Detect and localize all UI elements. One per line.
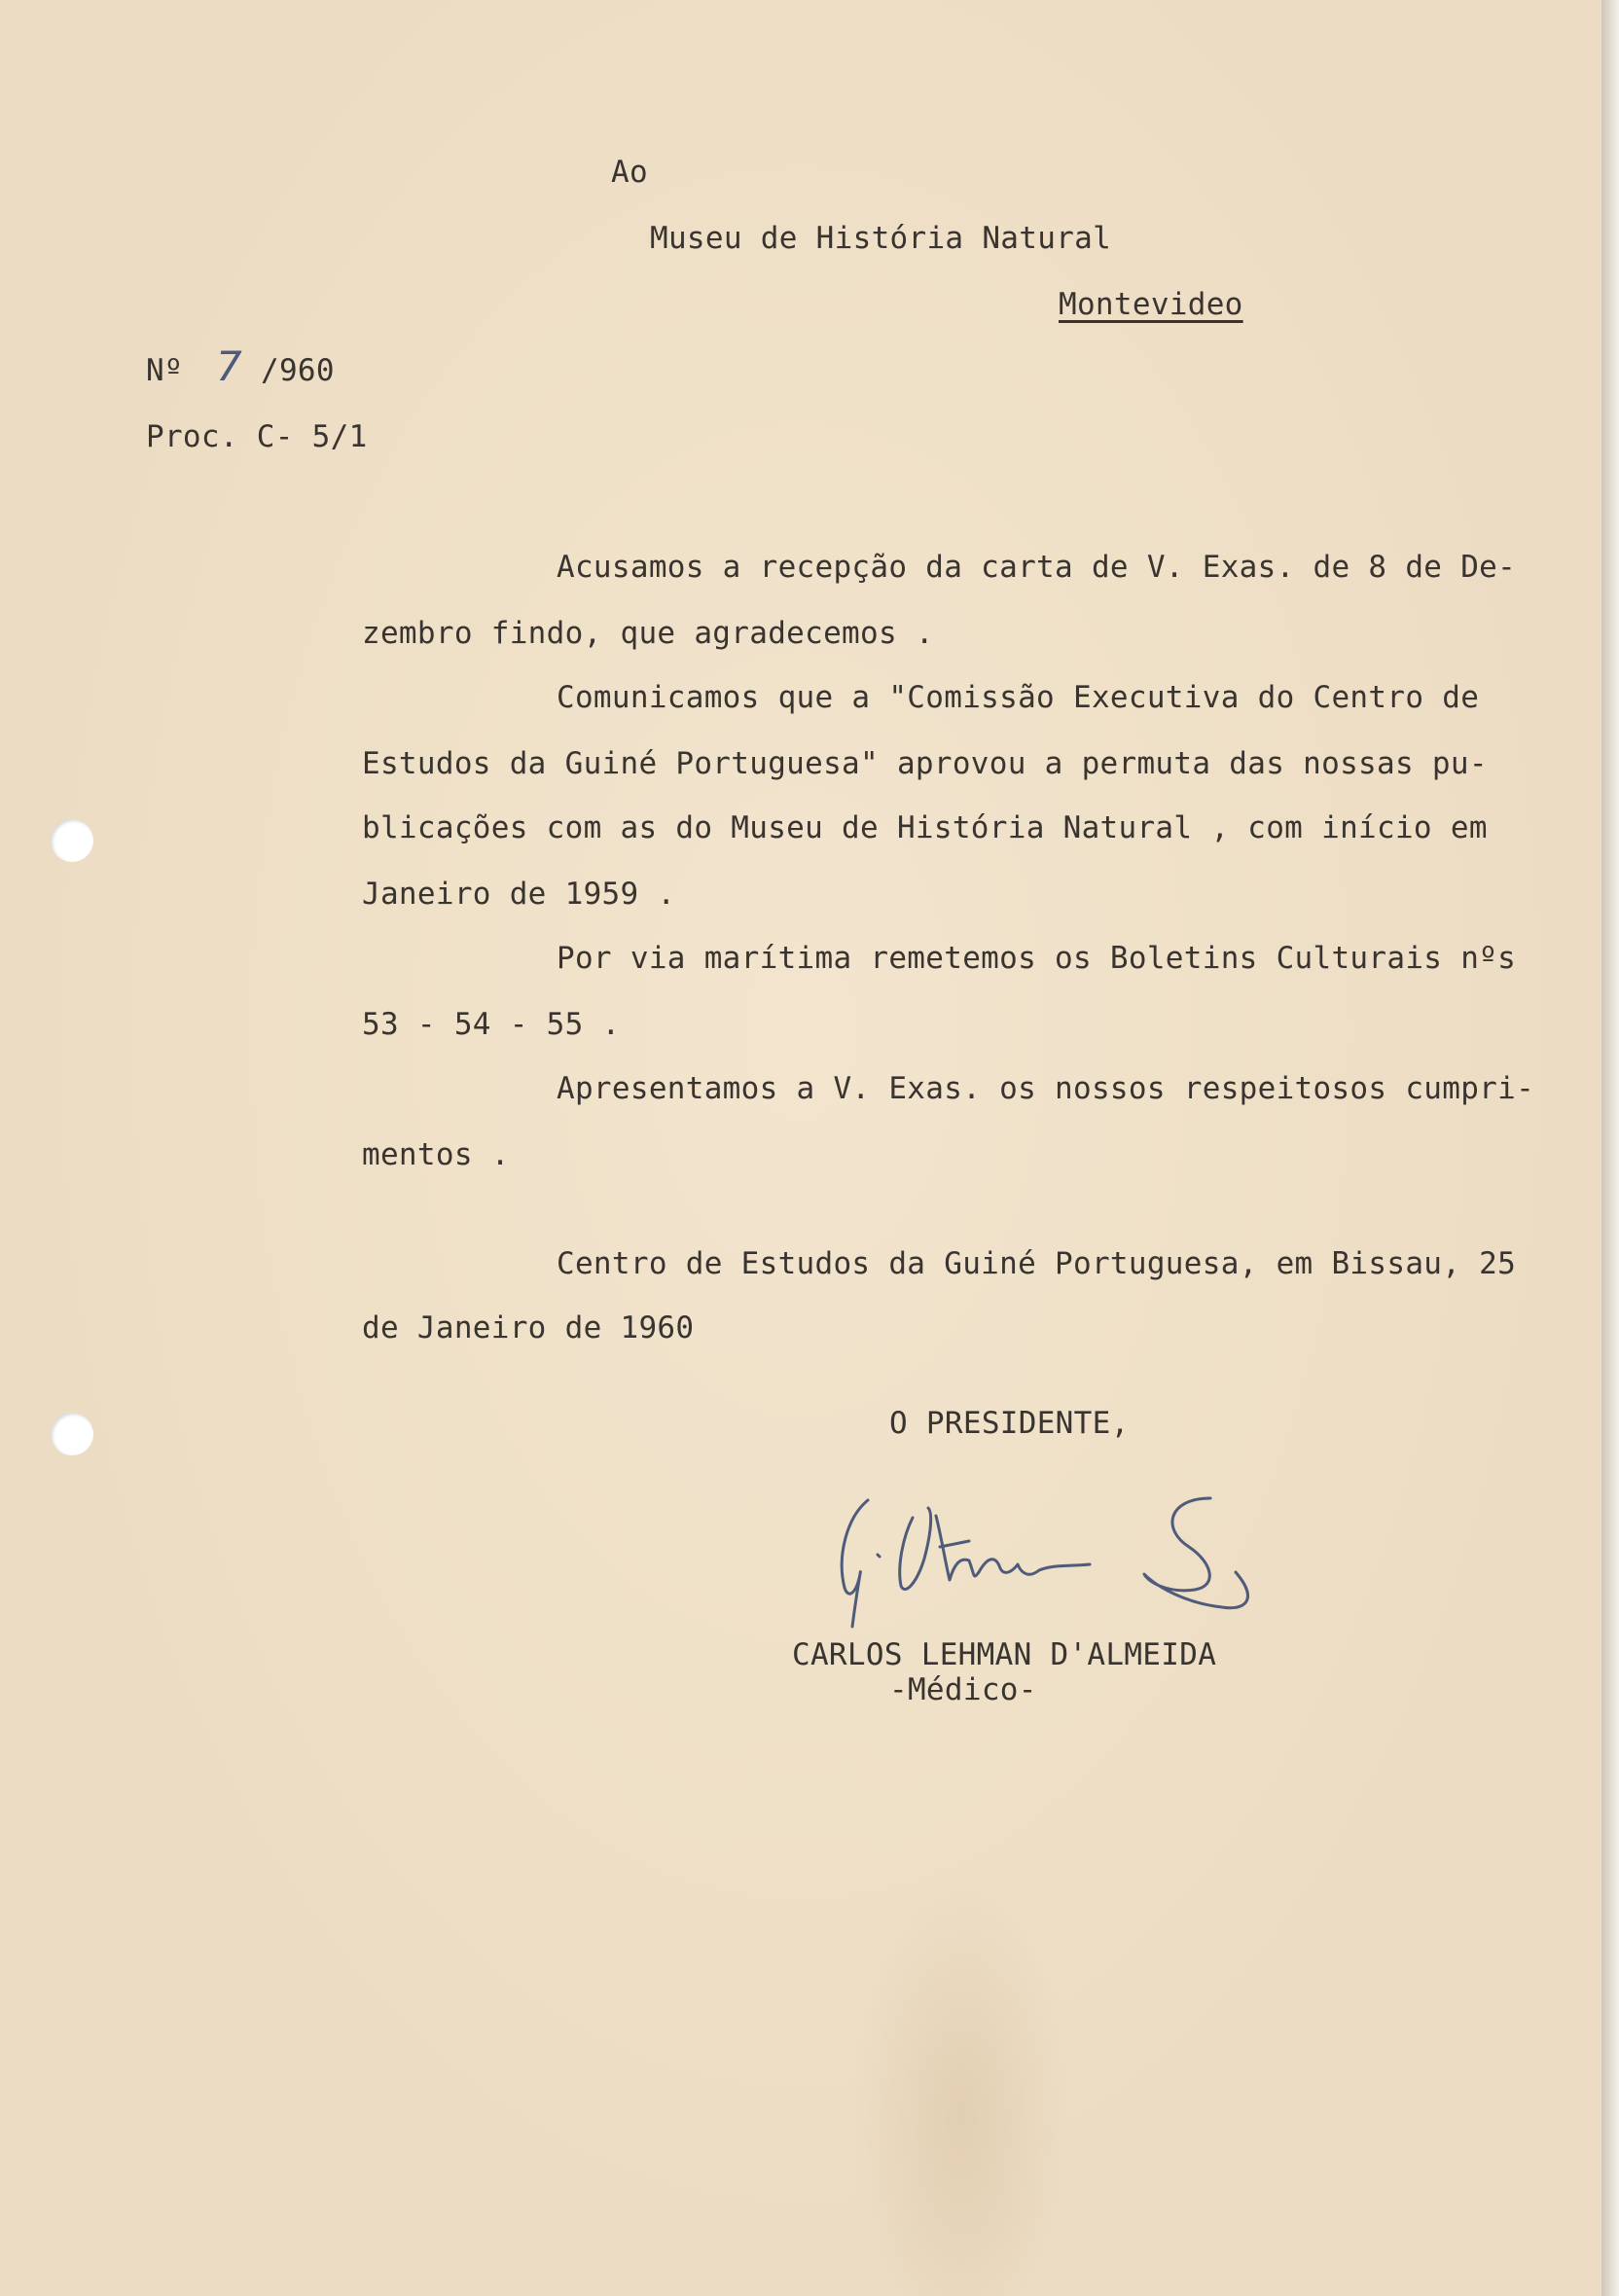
signatory-profession: -Médico- [889, 1672, 1037, 1707]
punch-hole-top [51, 819, 93, 862]
punch-hole-bottom [51, 1413, 93, 1455]
closing-line-1: Centro de Estudos da Guiné Portuguesa, em Bissau, 25 [557, 1246, 1517, 1281]
signatory-name: CARLOS LEHMAN D'ALMEIDA [792, 1637, 1217, 1672]
body-line-1: Acusamos a recepção da carta de V. Exas. de 8 de De- [557, 550, 1517, 585]
reference-number-prefix: Nº [146, 353, 183, 388]
body-line-8: 53 - 54 - 55 . [362, 1007, 621, 1042]
reference-number-handwritten: 7 [216, 342, 242, 390]
addressee-institution: Museu de História Natural [650, 221, 1112, 256]
reference-process: Proc. C- 5/1 [146, 419, 368, 454]
body-line-7: Por via marítima remetemos os Boletins Culturais nºs [557, 941, 1517, 976]
body-line-3: Comunicamos que a "Comissão Executiva do Centro de [557, 680, 1480, 715]
body-line-9: Apresentamos a V. Exas. os nossos respeitosos cumpri- [557, 1071, 1535, 1106]
body-line-6: Janeiro de 1959 . [362, 877, 676, 912]
scan-background-edge [1601, 0, 1619, 2296]
body-line-5: blicações com as do Museu de História Natural , com início em [362, 810, 1488, 845]
reference-number-year: /960 [261, 353, 335, 388]
closing-line-2: de Janeiro de 1960 [362, 1310, 695, 1345]
addressee-city: Montevideo [1059, 287, 1243, 322]
body-line-2: zembro findo, que agradecemos . [362, 616, 934, 651]
body-line-4: Estudos da Guiné Portuguesa" aprovou a permuta das nossas pu- [362, 746, 1488, 781]
handwritten-signature [827, 1479, 1275, 1634]
body-line-10: mentos . [362, 1137, 510, 1172]
addressee-salutation: Ao [611, 155, 648, 190]
signature-title: O PRESIDENTE, [889, 1406, 1130, 1441]
